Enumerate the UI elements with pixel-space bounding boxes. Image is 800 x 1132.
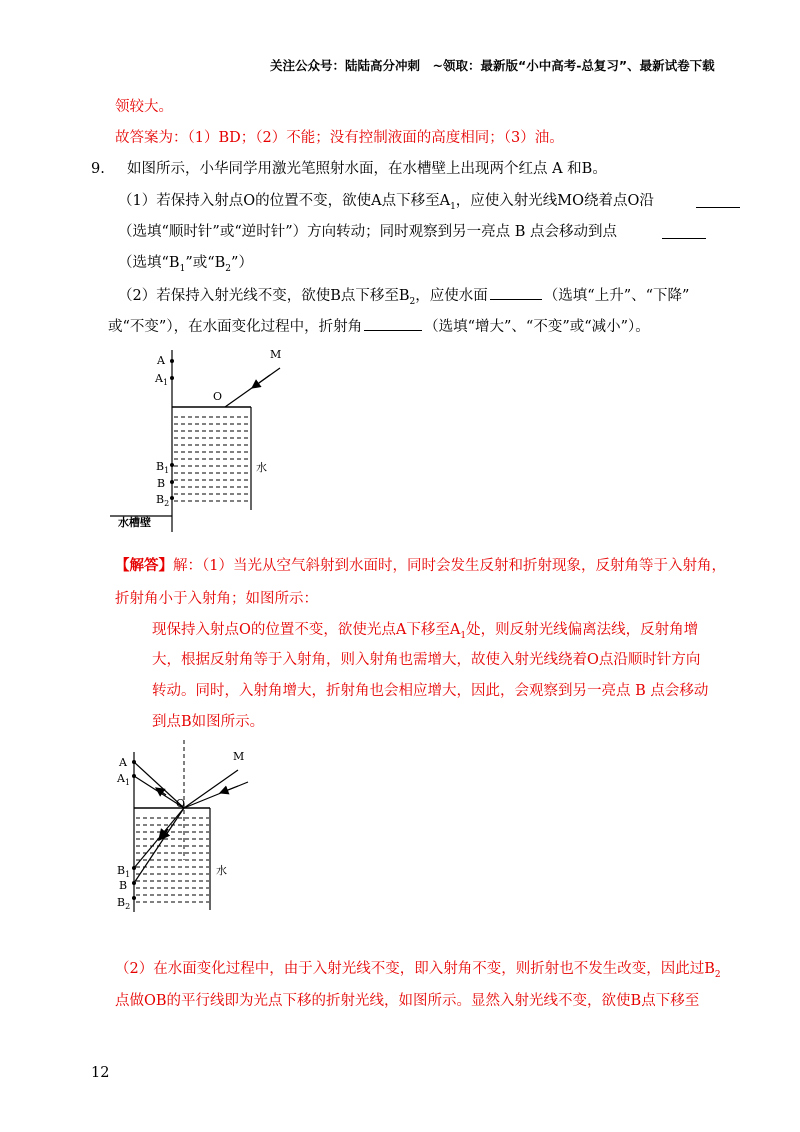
point-A xyxy=(170,359,174,363)
label-O: O xyxy=(176,797,186,810)
label-A: A xyxy=(157,354,165,367)
point-A1 xyxy=(132,774,136,778)
solution-line2: 折射角小于入射角；如图所示： xyxy=(115,591,318,607)
solution-line7: （2）在水面变化过程中，由于入射光线不变，即入射角不变，则折射也不发生改变，因此过$B_2$ xyxy=(115,961,721,980)
incident-arrow xyxy=(252,375,270,388)
label-wall: 水槽壁 xyxy=(118,516,151,529)
solution-line4: 大，根据反射角等于入射角，则入射角也需增大，故使入射光线绕着O点沿顺时针方向 xyxy=(152,652,701,668)
solution-line5: 转动。同时，入射角增大，折射角也会相应增大，因此，会观察到另一亮点 B 点会移动 xyxy=(152,683,709,699)
figure-1 xyxy=(110,340,310,540)
question-part1-line1: （1）若保持入射点O的位置不变，欲使A点下移至$A_1$，应使入射光线MO绕着点O沿 xyxy=(118,193,654,212)
question-part2-line1: （2）若保持入射光线不变，欲使B点下移至$B_2$，应使水面 （选填“上升”、“下降” xyxy=(118,285,689,311)
label-A1: $A_1$ xyxy=(117,772,131,787)
refracted-ray-1 xyxy=(134,808,184,868)
answer-blank-4[interactable] xyxy=(364,316,422,331)
prev-line: 领较大。 xyxy=(115,99,173,115)
page-header: 关注公众号：陆陆高分冲刺 ~领取：最新版“小中高考-总复习”、最新试卷下载 xyxy=(270,58,715,73)
answer-blank-1[interactable] xyxy=(696,207,740,208)
incident-arrow xyxy=(220,786,238,793)
refracted-ray-2 xyxy=(134,808,184,883)
solution-line6: 到点B如图所示。 xyxy=(152,714,265,730)
label-B1: $B_1$ xyxy=(117,864,131,879)
label-A: A xyxy=(119,756,127,769)
question-part1-line2: （选填“顺时针”或“逆时针”）方向转动；同时观察到另一亮点 B 点会移动到点 xyxy=(118,224,618,240)
page-number: 12 xyxy=(91,1065,110,1081)
figure-2 xyxy=(110,740,270,920)
label-B: B xyxy=(157,477,166,490)
label-O: O xyxy=(213,390,223,403)
answer-blank-3[interactable] xyxy=(490,285,542,300)
point-A1 xyxy=(170,376,174,380)
label-B: B xyxy=(119,879,128,892)
water-hatching xyxy=(136,818,209,902)
label-water: 水 xyxy=(216,864,227,877)
label-B1: $B_1$ xyxy=(156,460,170,475)
label-B2: $B_2$ xyxy=(156,493,170,508)
label-M: M xyxy=(233,750,245,763)
question-part1-line3: （选填“$B_1$”或“$B_2$”） xyxy=(118,255,253,274)
point-B xyxy=(132,881,136,885)
label-B2: $B_2$ xyxy=(117,896,131,911)
question-stem: 如图所示，小华同学用激光笔照射水面，在水槽壁上出现两个红点 A 和B。 xyxy=(127,161,607,177)
question-number: 9. xyxy=(91,161,105,177)
point-B2 xyxy=(132,896,136,900)
point-B2 xyxy=(170,496,174,500)
label-M: M xyxy=(270,348,282,361)
label-water: 水 xyxy=(256,461,267,474)
solution-line1: 【解答】解：（1）当光从空气斜射到水面时，同时会发生反射和折射现象，反射角等于入射角， xyxy=(115,557,726,574)
solution-line3: 现保持入射点O的位置不变，欲使光点A下移至$A_1$处，则反射光线偏离法线，反射角增 xyxy=(152,622,699,641)
point-B xyxy=(170,480,174,484)
solution-line8: 点做OB的平行线即为光点下移的折射光线，如图所示。显然入射光线不变，欲使B点下移至 xyxy=(115,993,700,1009)
answer-blank-2[interactable] xyxy=(662,238,706,239)
prev-answer: 故答案为：（1）BD；（2）不能；没有控制液面的高度相同；（3）油。 xyxy=(115,130,564,146)
water-hatching xyxy=(174,417,250,501)
point-B1 xyxy=(132,866,136,870)
point-A xyxy=(132,760,136,764)
question-part2-line2: 或“不变”），在水面变化过程中，折射角 （选填“增大”、“不变”或“减小”）。 xyxy=(108,316,650,336)
point-B1 xyxy=(170,463,174,467)
label-A1: $A_1$ xyxy=(155,372,169,387)
